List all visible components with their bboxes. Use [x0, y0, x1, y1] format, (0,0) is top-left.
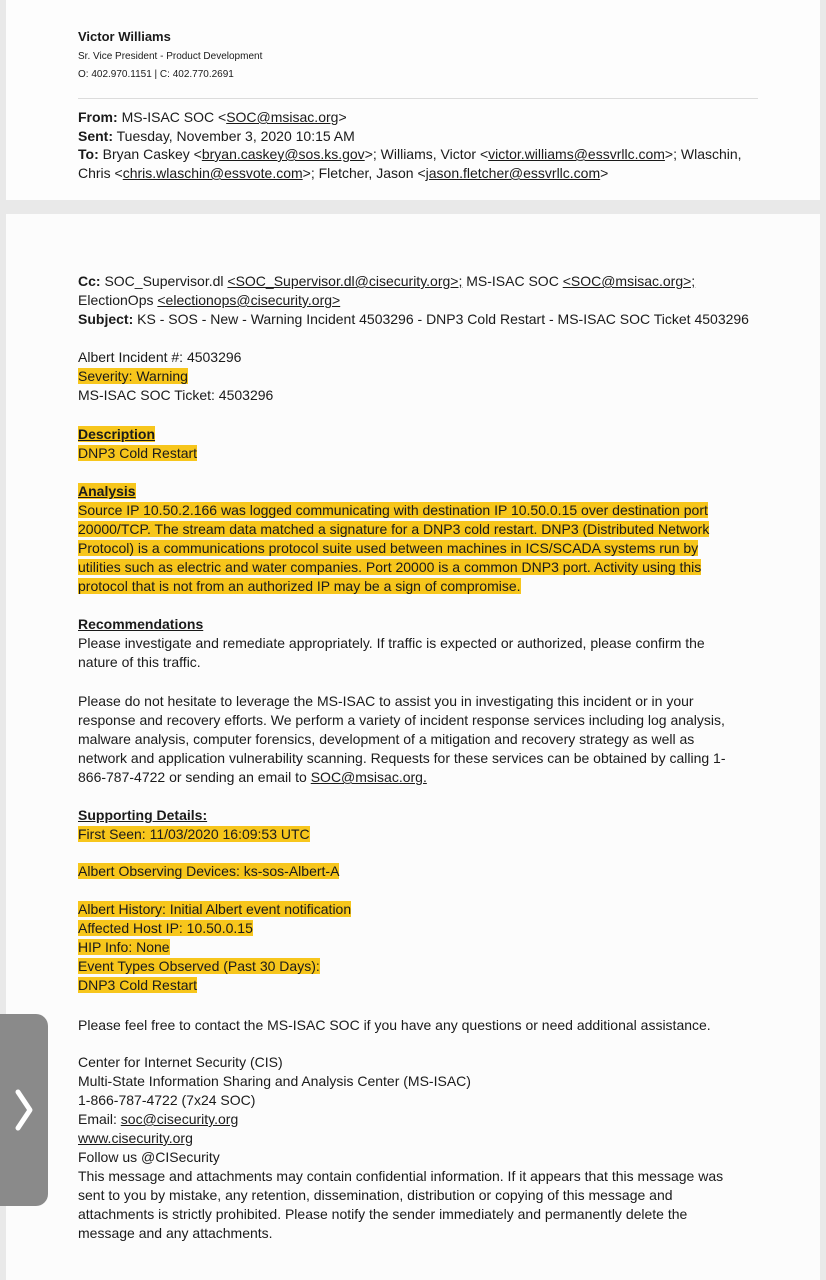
- analysis-line: Protocol) is a communications protocol suite used between machines in ICS/SCADA systems run by: [78, 540, 699, 556]
- leverage-line: network and application vulnerability scanning. Requests for these services can be obtained by calling 1-: [78, 750, 726, 766]
- to-label: To:: [78, 146, 99, 162]
- recommendations-block: [78, 615, 768, 672]
- contact-line: Please feel free to contact the MS-ISAC SOC if you have any questions or need additional assistance.: [78, 1017, 711, 1033]
- cc-email-3[interactable]: <electionops@cisecurity.org>: [157, 292, 341, 308]
- recommendations-heading: Recommendations: [78, 616, 204, 632]
- analysis-heading: Analysis: [78, 483, 136, 499]
- leverage-line: response and recovery efforts. We perform a variety of incident response services including log analysis,: [78, 712, 725, 728]
- leverage-line: malware analysis, computer forensics, development of a mitigation and recovery strategy as well as: [78, 731, 695, 747]
- cc-text-1: SOC_Supervisor.dl: [104, 273, 228, 289]
- page-body: [6, 214, 820, 1280]
- severity: Severity: Warning: [78, 368, 188, 384]
- footer-phone: 1-866-787-4722 (7x24 SOC): [78, 1092, 256, 1108]
- to-text-6: >: [600, 165, 609, 181]
- observing-devices: Albert Observing Devices: ks-sos-Albert-A: [78, 863, 340, 879]
- subject-label: Subject:: [78, 311, 134, 327]
- recommendations-line: Please investigate and remediate appropriately. If traffic is expected or authorized, please confirm the: [78, 635, 705, 651]
- footer-email-label: Email:: [78, 1111, 121, 1127]
- albert-incident: Albert Incident #: 4503296: [78, 349, 242, 365]
- footer-follow: Follow us @CISecurity: [78, 1149, 220, 1165]
- event-types: Event Types Observed (Past 30 Days):: [78, 958, 320, 974]
- observing-devices-block: [78, 862, 768, 881]
- to-text-1: Bryan Caskey <: [102, 146, 202, 162]
- leverage-last-text: 866-787-4722 or sending an email to: [78, 769, 311, 785]
- to-line: [78, 145, 768, 183]
- to-text-3: >; Wlaschin,: [664, 146, 742, 162]
- footer-center: Multi-State Information Sharing and Analysis Center (MS-ISAC): [78, 1073, 471, 1089]
- subject-value: KS - SOS - New - Warning Incident 4503296 - DNP3 Cold Restart - MS-ISAC SOC Ticket 4503296: [137, 311, 749, 327]
- supporting-heading: Supporting Details:: [78, 807, 208, 823]
- description-text: DNP3 Cold Restart: [78, 445, 198, 461]
- hip-info: HIP Info: None: [78, 939, 170, 955]
- analysis-block: [78, 482, 768, 596]
- description-heading: Description: [78, 426, 156, 442]
- to-text-2: >; Williams, Victor <: [364, 146, 489, 162]
- from-email-link[interactable]: SOC@msisac.org: [226, 109, 339, 125]
- cc-text-3: ElectionOps: [78, 292, 158, 308]
- to-email-2[interactable]: victor.williams@essvrllc.com: [488, 146, 665, 162]
- soc-ticket: MS-ISAC SOC Ticket: 4503296: [78, 387, 274, 403]
- analysis-line: protocol that is not from an authorized IP may be a sign of compromise.: [78, 578, 521, 594]
- from-label: From:: [78, 109, 118, 125]
- leverage-line: Please do not hesitate to leverage the MS-ISAC to assist you in investigating this incident or in your: [78, 693, 694, 709]
- to-text-4: Chris <: [78, 165, 123, 181]
- to-email-3[interactable]: chris.wlaschin@essvote.com: [122, 165, 303, 181]
- disclaimer-line: This message and attachments may contain confidential information. If it appears that this message was: [78, 1168, 724, 1184]
- chevron-right-icon: [13, 1087, 35, 1133]
- cc-line: [78, 272, 768, 310]
- signature-title: Sr. Vice President - Product Development: [78, 51, 263, 62]
- incident-block: [78, 348, 768, 405]
- cc-label: Cc:: [78, 273, 101, 289]
- sent-label: Sent:: [78, 128, 113, 144]
- footer-website-link[interactable]: www.cisecurity.org: [78, 1130, 193, 1146]
- first-seen: First Seen: 11/03/2020 16:09:53 UTC: [78, 826, 310, 842]
- signature-phones: O: 402.970.1151 | C: 402.770.2691: [78, 69, 234, 80]
- to-email-4[interactable]: jason.fletcher@essvrllc.com: [425, 165, 601, 181]
- cc-email-1[interactable]: <SOC_Supervisor.dl@cisecurity.org>;: [227, 273, 463, 289]
- description-block: [78, 425, 768, 463]
- soc-email-link[interactable]: SOC@msisac.org.: [310, 769, 427, 785]
- to-text-5: >; Fletcher, Jason <: [302, 165, 426, 181]
- analysis-line: 20000/TCP. The stream data matched a signature for a DNP3 cold restart. DNP3 (Distributed Network: [78, 521, 710, 537]
- signature-name: Victor Williams: [78, 29, 171, 44]
- to-email-1[interactable]: bryan.caskey@sos.ks.gov: [201, 146, 365, 162]
- footer-email-link[interactable]: soc@cisecurity.org: [120, 1111, 239, 1127]
- cc-text-2: MS-ISAC SOC: [462, 273, 563, 289]
- from-end: >: [338, 109, 347, 125]
- leverage-block: [78, 692, 768, 787]
- subject-line: [78, 310, 768, 329]
- affected-host-ip: Affected Host IP: 10.50.0.15: [78, 920, 253, 936]
- footer-block: [78, 1053, 768, 1243]
- event-value: DNP3 Cold Restart: [78, 977, 198, 993]
- supporting-block: [78, 806, 768, 844]
- from-line: [78, 108, 768, 127]
- disclaimer-line: message and any attachments.: [78, 1225, 273, 1241]
- analysis-line: utilities such as electric and water companies. Port 20000 is a common DNP3 port. Activity using this: [78, 559, 702, 575]
- disclaimer-line: sent to you by mistake, any retention, dissemination, distribution or copying of this message and: [78, 1187, 673, 1203]
- albert-history: Albert History: Initial Albert event notification: [78, 901, 352, 917]
- sent-value: Tuesday, November 3, 2020 10:15 AM: [116, 128, 355, 144]
- page-top: [6, 0, 820, 200]
- cc-email-2[interactable]: <SOC@msisac.org>;: [562, 273, 696, 289]
- recommendations-line: nature of this traffic.: [78, 654, 201, 670]
- from-value: MS-ISAC SOC <: [121, 109, 227, 125]
- history-block: [78, 900, 768, 995]
- analysis-line: Source IP 10.50.2.166 was logged communicating with destination IP 10.50.0.15 over destination port: [78, 502, 708, 518]
- footer-org: Center for Internet Security (CIS): [78, 1054, 283, 1070]
- side-panel-toggle[interactable]: [0, 1014, 48, 1206]
- divider: [78, 98, 758, 99]
- sent-line: [78, 127, 768, 146]
- disclaimer-line: attachments is strictly prohibited. Please notify the sender immediately and permanently delete the: [78, 1206, 688, 1222]
